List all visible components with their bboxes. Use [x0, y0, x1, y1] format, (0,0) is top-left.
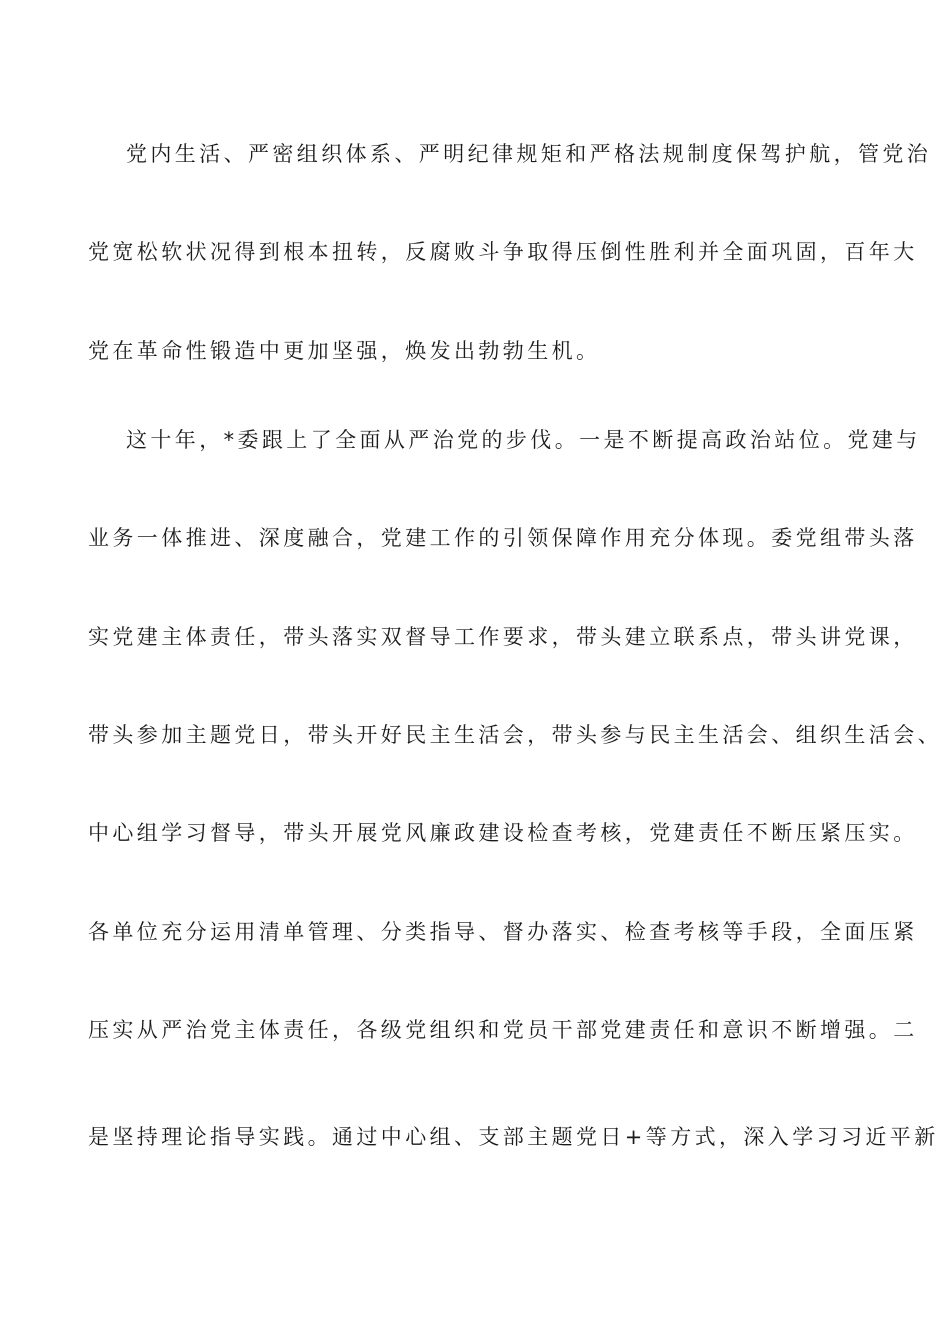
paragraph-line-1: 党内生活、严密组织体系、严明纪律规矩和严格法规制度保驾护航，管党治 [126, 142, 932, 166]
paragraph-line-3: 党在革命性锻造中更加坚强，焕发出勃勃生机。 [88, 339, 601, 363]
paragraph-line-9: 各单位充分运用清单管理、分类指导、督办落实、检查考核等手段，全面压紧 [88, 920, 918, 944]
paragraph-line-4: 这十年，*委跟上了全面从严治党的步伐。一是不断提高政治站位。党建与 [126, 428, 921, 452]
paragraph-line-10: 压实从严治党主体责任，各级党组织和党员干部党建责任和意识不断增强。二 [88, 1018, 918, 1042]
paragraph-line-7: 带头参加主题党日，带头开好民主生活会，带头参与民主生活会、组织生活会、 [88, 723, 942, 747]
paragraph-line-6: 实党建主体责任，带头落实双督导工作要求，带头建立联系点，带头讲党课， [88, 625, 918, 649]
paragraph-line-11: 是坚持理论指导实践。通过中心组、支部主题党日+等方式，深入学习习近平新 [88, 1125, 939, 1149]
paragraph-line-5: 业务一体推进、深度融合，党建工作的引领保障作用充分体现。委党组带头落 [88, 526, 918, 550]
paragraph-line-8: 中心组学习督导，带头开展党风廉政建设检查考核，党建责任不断压紧压实。 [88, 821, 918, 845]
paragraph-line-2: 党宽松软状况得到根本扭转，反腐败斗争取得压倒性胜利并全面巩固，百年大 [88, 240, 918, 264]
